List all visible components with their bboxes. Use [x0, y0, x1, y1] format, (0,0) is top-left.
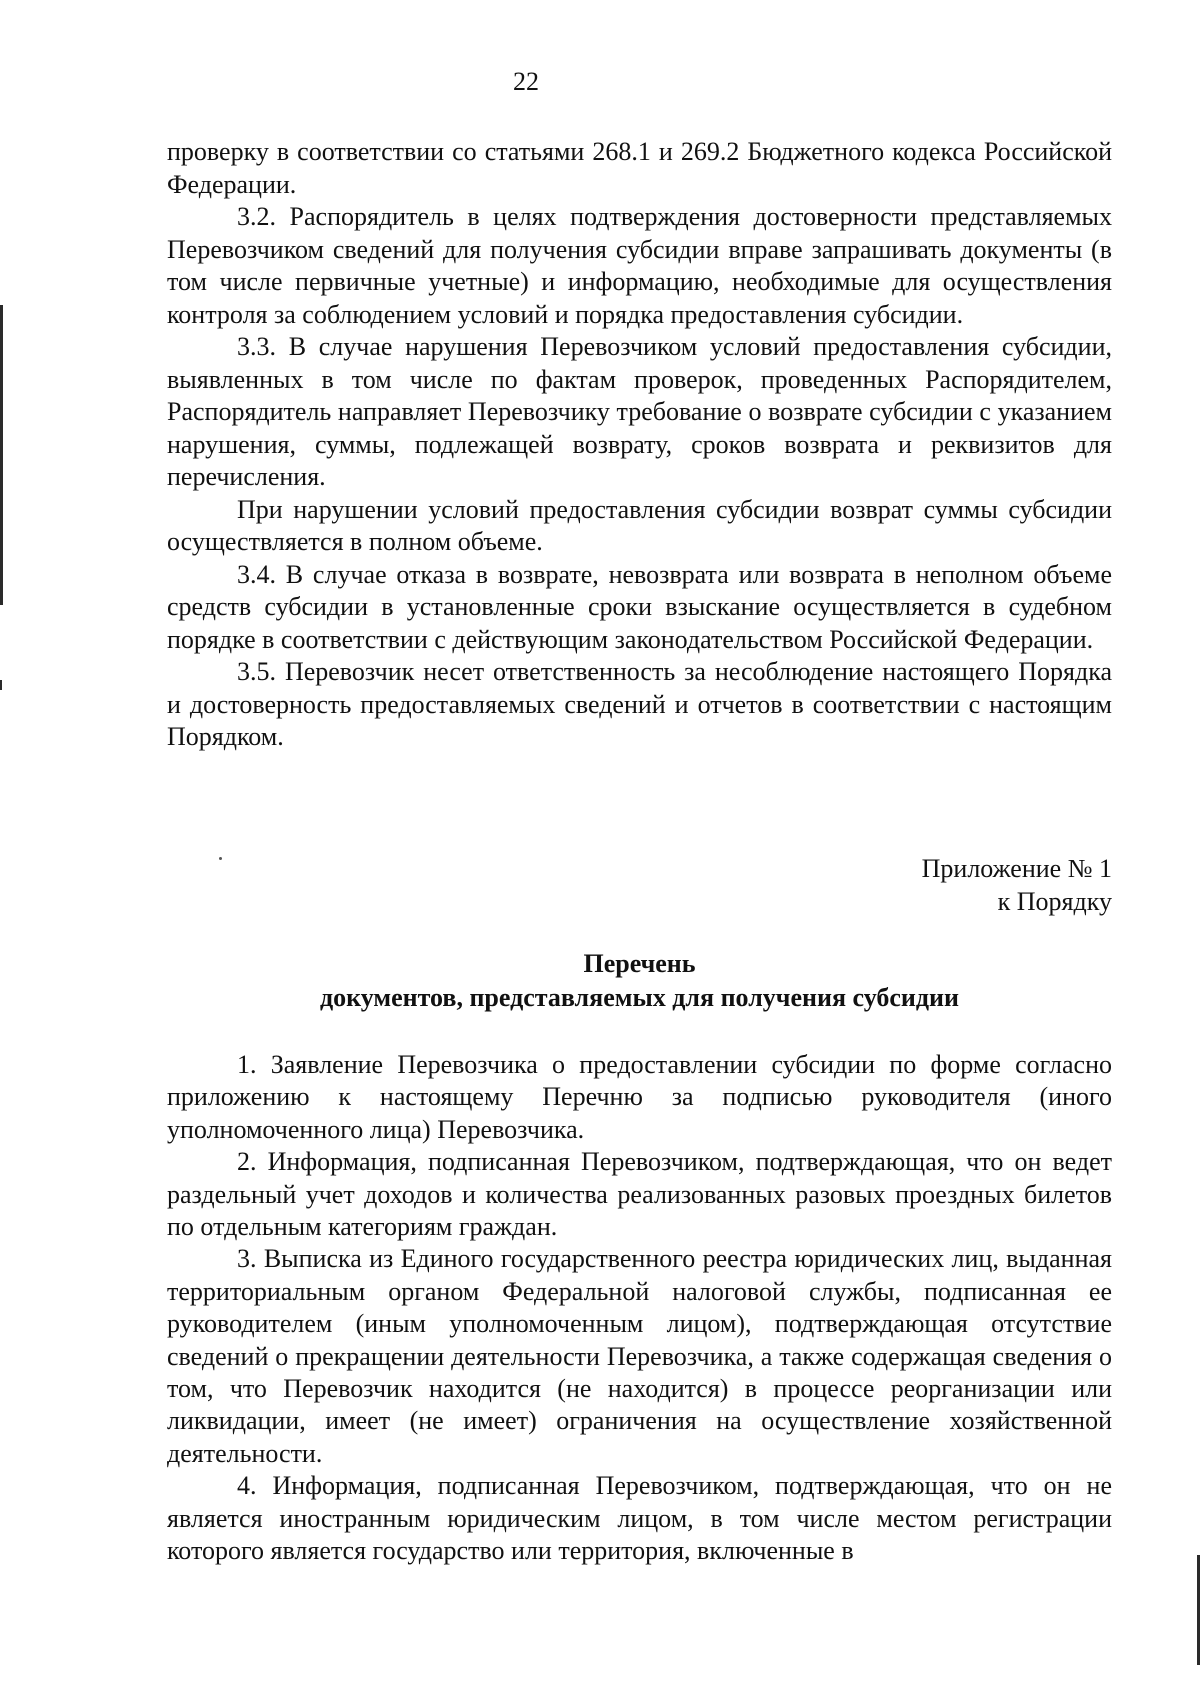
left-scan-edge-tick [0, 680, 2, 690]
paragraph-3-4: 3.4. В случае отказа в возврате, невозврата или возврата в неполном объеме средств субсидии в установленные сроки взыскание осуществляется в судебном порядке в соответствии с действующим законодательством Российской Федерации. [167, 559, 1112, 654]
appendix-note-line-2: к Порядку [997, 887, 1112, 916]
left-scan-edge-mark [0, 305, 3, 605]
list-item-1: 1. Заявление Перевозчика о предоставлении субсидии по форме согласно приложению к настоящему Перечню за подписью руководителя (иного уполномоченного лица) Перевозчика. [167, 1050, 1112, 1144]
stray-dot-mark [219, 857, 222, 860]
body-text [167, 136, 1112, 754]
appendix-note-line-1: Приложение № 1 [921, 854, 1112, 883]
paragraph-refund-note: При нарушении условий предоставления субсидии возврат суммы субсидии осуществляется в полном объеме. [167, 494, 1112, 556]
paragraph-3-2: 3.2. Распорядитель в целях подтверждения достоверности представляемых Перевозчиком сведений для получения субсидии вправе запрашивать документы (в том числе первичные учетные) и информацию, необходимые для осуществления контроля за соблюдением условий и порядка предоставления субсидии. [167, 202, 1112, 329]
page-number: 22 [513, 67, 539, 96]
list-item-3: 3. Выписка из Единого государственного реестра юридических лиц, выданная территориальным органом Федеральной налоговой службы, подписанная ее руководителем (иным уполномоченным лицом), подтверждающая отсутствие сведений о прекращении деятельности Перевозчика, а также содержащая сведения о том, что Перевозчик находится (не находится) в процессе реорганизации или ликвидации, имеет (не имеет) ограничения на осуществление хозяйственной деятельности. [167, 1244, 1112, 1468]
list-item-4: 4. Информация, подписанная Перевозчиком, подтверждающая, что он не является иностранным юридическим лицом, в том числе местом регистрации которого является государство или территория, включенные в [167, 1471, 1112, 1566]
list-heading-title: Перечень [583, 949, 696, 978]
list-heading [167, 947, 1112, 1015]
list-heading-subtitle: документов, представляемых для получения субсидии [319, 983, 960, 1012]
documents-list [167, 1049, 1112, 1568]
appendix-note [700, 852, 1112, 918]
list-item-2: 2. Информация, подписанная Перевозчиком, подтверждающая, что он ведет раздельный учет доходов и количества реализованных разовых проездных билетов по отдельным категориям граждан. [167, 1147, 1112, 1242]
paragraph-3-5: 3.5. Перевозчик несет ответственность за несоблюдение настоящего Порядка и достоверность предоставляемых сведений и отчетов в соответствии с настоящим Порядком. [167, 657, 1112, 751]
paragraph-continuation: проверку в соответствии со статьями 268.1 и 269.2 Бюджетного кодекса Российской Федерации. [167, 137, 1112, 199]
paragraph-3-3: 3.3. В случае нарушения Перевозчиком условий предоставления субсидии, выявленных в том числе по фактам проверок, проведенных Распорядителем, Распорядитель направляет Перевозчику требование о возврате субсидии с указанием нарушения, суммы, подлежащей возврату, сроков возврата и реквизитов для перечисления. [167, 332, 1112, 491]
